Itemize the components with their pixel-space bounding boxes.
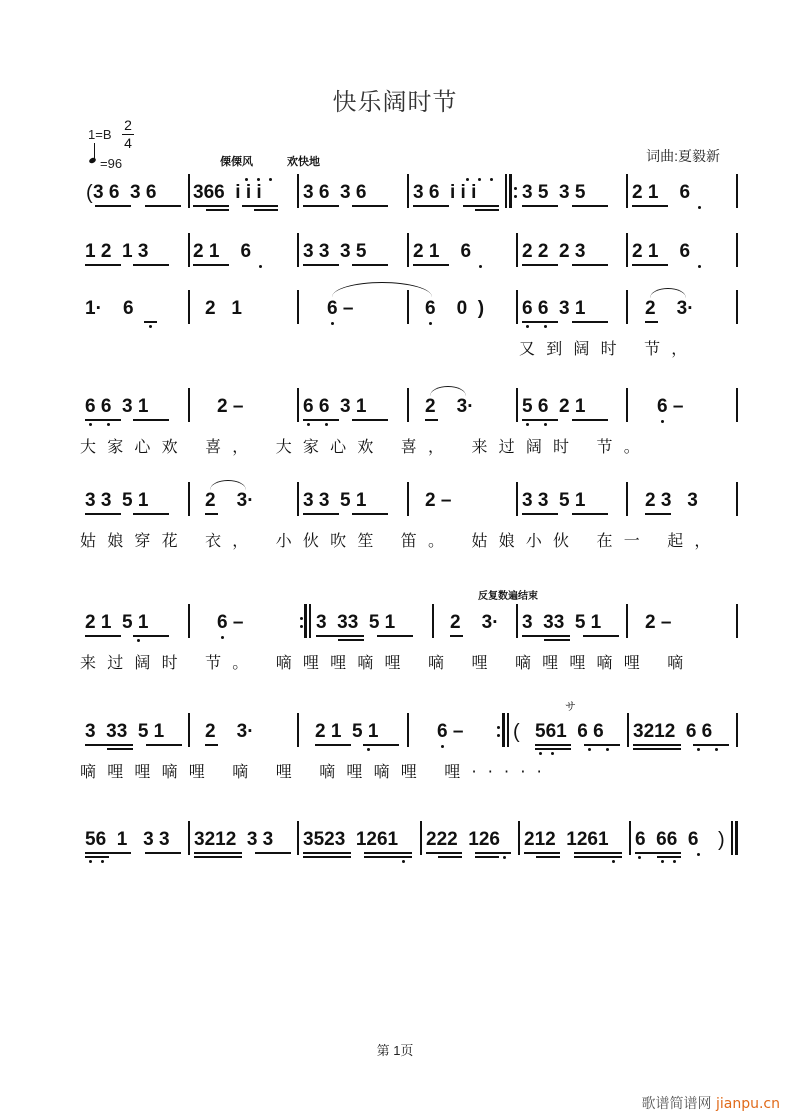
measure-6: 2 3· [645,298,694,319]
measure-4: 6 0 ) [425,298,485,319]
staff-row-1 [0,182,790,222]
watermark: 歌谱简谱网 jianpu.cn [641,1096,780,1112]
measure-5: 3 33 5 1 [522,612,602,633]
measure-2: 3212 3 3 [194,829,274,850]
measure-2: 2 1 [205,298,242,319]
measure-6: 2 1 6 [632,241,691,262]
measure-2: 366 i i i [193,182,262,203]
measure-1: 3 6 3 6 [93,182,157,203]
staff-row-5 [0,490,790,550]
measure-1: 2 1 5 1 [85,612,149,633]
measure-1: 3 33 5 1 [85,721,165,742]
measure-2: 2 1 6 [193,241,252,262]
measure-3: 3 3 3 5 [303,241,367,262]
lyrics-row-4: 大 家 心 欢 喜 ， 大 家 心 欢 喜 ， 来 过 阔 时 节 。 [80,437,644,456]
measure-4: 2 3· [450,612,499,633]
open-paren: ( [513,721,520,743]
measure-2: 2 – [217,396,244,417]
measure-3: 2 1 5 1 [315,721,379,742]
measure-1: 1· 6 [85,298,134,319]
staff-row-8 [0,829,790,869]
measure-6: 2 – [645,612,672,633]
page-number: 第 1页 [376,1043,414,1058]
lyrics-row-6: 来 过 阔 时 节 。 嘀 哩 哩 嘀 哩 嘀 哩 嘀 哩 哩 嘀 哩 嘀 [80,653,688,672]
expression-mark-2: 欢快地 [287,156,320,168]
measure-4: 222 126 [426,829,500,850]
free-tempo-mark: サ [565,701,576,713]
time-signature-bottom: 4 [124,135,132,151]
measure-2: 2 3· [205,490,254,511]
tempo-mark: =96 [100,156,123,171]
measure-3: 6 – [327,298,354,319]
measure-5: 6 6 3 1 [522,298,586,319]
open-paren: ( [86,182,93,204]
measure-6: 3212 6 6 [633,721,713,742]
lyrics-row-5: 姑 娘 穿 花 衣 ， 小 伙 吹 笙 笛 。 姑 娘 小 伙 在 一 起 ， [80,531,715,550]
measure-3: 3 33 5 1 [316,612,396,633]
repeat-annotation: 反复数遍结束 [478,591,538,602]
time-signature-top: 2 [124,117,132,133]
measure-4: 2 1 6 [413,241,472,262]
song-title: 快乐阔时节 [332,88,458,116]
composer-credit: 词曲:夏毅新 [646,148,720,164]
measure-5: 3 3 5 1 [522,490,586,511]
measure-5: 3 5 3 5 [522,182,586,203]
staff-row-4 [0,396,790,456]
staff-row-2 [0,241,790,281]
measure-5: 561 6 6 [535,721,604,742]
measure-5: 5 6 2 1 [522,396,586,417]
measure-1: 56 1 3 3 [85,829,170,850]
quarter-note-icon [89,143,95,165]
lyrics-row-3: 又 到 阔 时 节 ， [519,339,692,358]
measure-6: 2 3 3 [645,490,698,511]
measure-6: 6 – [657,396,684,417]
measure-1: 3 3 5 1 [85,490,149,511]
measure-1: 1 2 1 3 [85,241,149,262]
measure-4: 6 – [437,721,464,742]
measure-2: 2 3· [205,721,254,742]
close-paren: ) [718,829,725,851]
staff-row-7 [0,721,790,781]
measure-3: 3 3 5 1 [303,490,367,511]
measure-6: 6 66 6 [635,829,699,850]
measure-6: 2 1 6 [632,182,691,203]
measure-5: 2 2 2 3 [522,241,586,262]
expression-mark-1: 傈傈风 [220,156,253,168]
key-signature: 1=B [88,127,112,142]
measure-5: 212 1261 [524,829,609,850]
measure-3: 3523 1261 [303,829,399,850]
measure-4: 2 – [425,490,452,511]
measure-3: 3 6 3 6 [303,182,367,203]
staff-row-6 [0,612,790,672]
lyrics-row-7: 嘀 哩 哩 嘀 哩 嘀 哩 嘀 哩 嘀 哩 哩 · · · · · [80,762,546,781]
measure-1: 6 6 3 1 [85,396,149,417]
measure-4: 3 6 i i i [413,182,477,203]
staff-row-3 [0,298,790,358]
measure-2: 6 – [217,612,244,633]
measure-3: 6 6 3 1 [303,396,367,417]
measure-4: 2 3· [425,396,474,417]
